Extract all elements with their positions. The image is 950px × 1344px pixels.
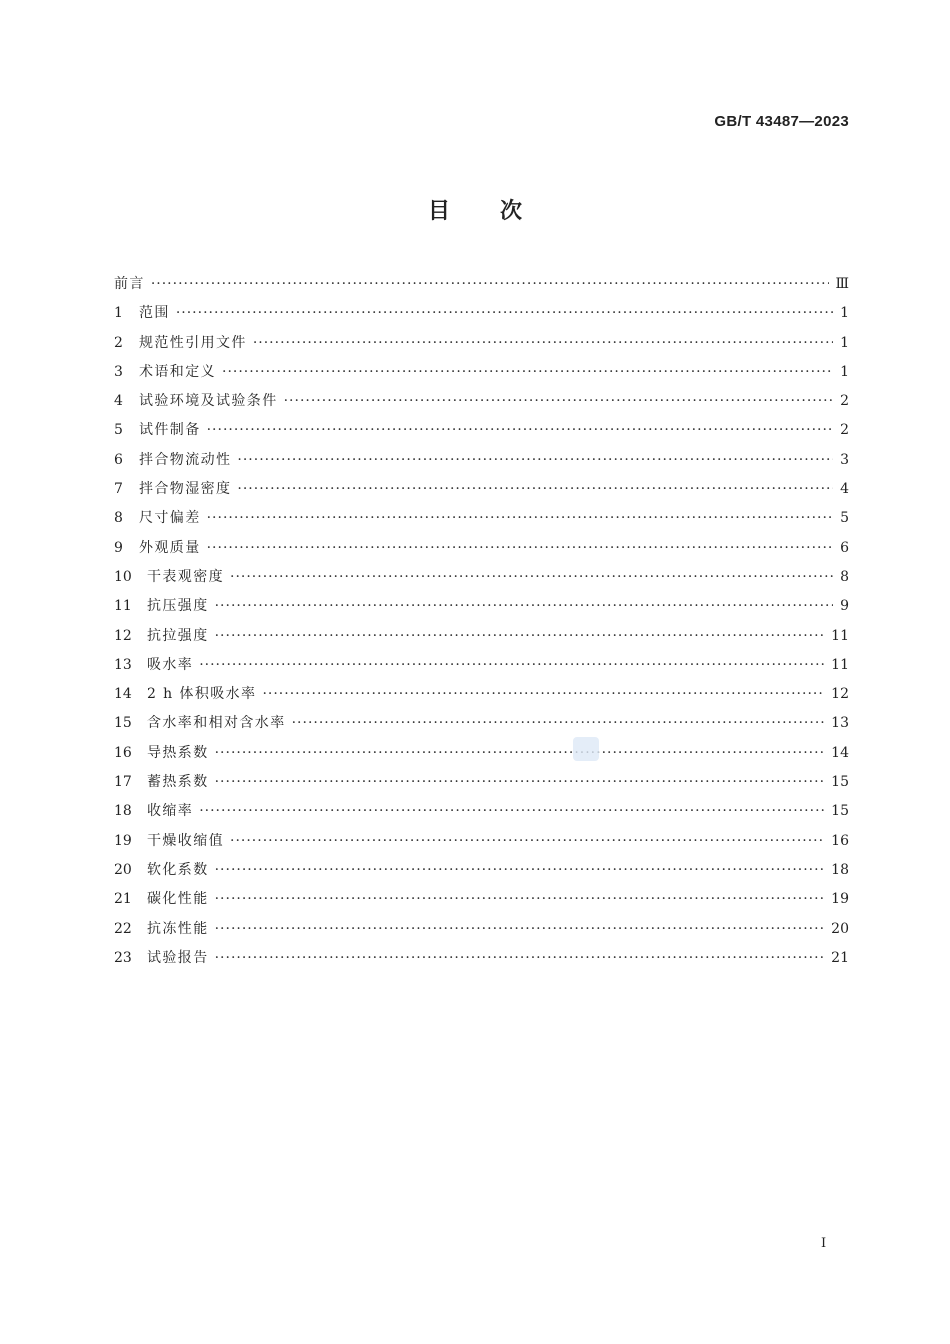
toc-leader-dots [237, 475, 833, 504]
toc-entry-label: 尺寸偏差 [139, 510, 201, 527]
toc-leader-dots [207, 534, 833, 563]
toc-leader-dots [230, 563, 833, 592]
toc-entry-number: 22 [114, 920, 132, 937]
toc-entry-label: 拌合物湿密度 [139, 481, 232, 498]
toc-entry[interactable] [114, 915, 849, 944]
toc-entry-number: 19 [114, 832, 132, 849]
toc-leader-dots [222, 358, 833, 387]
toc-leader-dots [215, 944, 826, 973]
toc-entry-number: 6 [114, 451, 123, 468]
toc-entry-label: 干燥收缩值 [147, 832, 224, 849]
toc-entry-page: 19 [831, 891, 849, 908]
toc-entry-label: 干表观密度 [147, 568, 224, 585]
page-number: I [821, 1236, 827, 1251]
toc-entry-label: 前言 [114, 276, 145, 292]
toc-entry[interactable] [114, 534, 849, 563]
toc-leader-dots [151, 270, 830, 299]
toc-entry-number: 16 [114, 744, 132, 761]
toc-entry-page: 1 [840, 363, 849, 380]
toc-entry-label: 含水率和相对含水率 [147, 715, 286, 732]
toc-title [0, 194, 950, 225]
toc-entry-label: 蓄热系数 [147, 774, 209, 791]
toc-entry-number: 15 [114, 715, 132, 732]
toc-entry[interactable] [114, 416, 849, 445]
toc-entry[interactable] [114, 768, 849, 797]
toc-entry-page: 13 [831, 715, 849, 732]
toc-entry-page: 12 [831, 686, 849, 703]
toc-entry-label: 抗冻性能 [147, 920, 209, 937]
toc-entry-page: 3 [840, 451, 849, 468]
toc-entry-label: 2 h 体积吸水率 [147, 686, 257, 703]
toc-entry-page: 11 [831, 656, 849, 673]
toc-entry-page: 18 [831, 861, 849, 878]
toc-entry-label: 范围 [139, 305, 170, 322]
table-of-contents [114, 270, 849, 973]
toc-entry-number: 1 [114, 305, 123, 322]
toc-entry-label: 试件制备 [139, 422, 201, 439]
toc-entry-number: 8 [114, 510, 123, 527]
toc-entry[interactable] [114, 680, 849, 709]
toc-leader-dots [230, 827, 825, 856]
toc-entry-number: 23 [114, 949, 132, 966]
toc-entry-page: 1 [840, 334, 849, 351]
toc-entry-page: 1 [840, 305, 849, 322]
toc-entry[interactable] [114, 827, 849, 856]
toc-leader-dots [262, 680, 825, 709]
toc-entry[interactable] [114, 387, 849, 416]
toc-entry-number: 3 [114, 363, 123, 380]
toc-entry-label: 拌合物流动性 [139, 451, 232, 468]
toc-entry-number: 12 [114, 627, 132, 644]
toc-entry-number: 14 [114, 686, 132, 703]
toc-entry-page: Ⅲ [835, 276, 849, 292]
toc-leader-dots [253, 329, 833, 358]
toc-leader-dots [292, 709, 826, 738]
toc-entry[interactable] [114, 475, 849, 504]
toc-entry-label: 收缩率 [147, 803, 194, 820]
toc-entry-label: 导热系数 [147, 744, 209, 761]
toc-entry-page: 2 [840, 393, 849, 410]
toc-leader-dots [199, 651, 825, 680]
toc-entry-number: 4 [114, 393, 123, 410]
toc-entry[interactable] [114, 563, 849, 592]
toc-entry-page: 9 [840, 598, 849, 615]
toc-entry-page: 4 [840, 481, 849, 498]
toc-entry[interactable] [114, 651, 849, 680]
toc-entry-label: 软化系数 [147, 861, 209, 878]
toc-leader-dots [176, 299, 833, 328]
toc-entry[interactable] [114, 592, 849, 621]
standard-code: GB/T 43487—2023 [714, 113, 849, 130]
toc-entry-number: 17 [114, 774, 132, 791]
toc-leader-dots [284, 387, 833, 416]
toc-entry[interactable] [114, 299, 849, 328]
toc-leader-dots [207, 504, 833, 533]
toc-entry-page: 5 [840, 510, 849, 527]
toc-entry[interactable] [114, 270, 849, 299]
toc-entry-page: 15 [831, 774, 849, 791]
toc-entry[interactable] [114, 358, 849, 387]
toc-title-char-1: 目 [427, 199, 450, 224]
toc-entry-label: 抗压强度 [147, 598, 209, 615]
toc-entry-number: 10 [114, 568, 132, 585]
toc-entry[interactable] [114, 446, 849, 475]
toc-entry[interactable] [114, 329, 849, 358]
watermark-logo-icon [573, 737, 599, 761]
toc-leader-dots [215, 592, 833, 621]
toc-leader-dots [237, 446, 833, 475]
toc-entry[interactable] [114, 856, 849, 885]
toc-entry-page: 8 [840, 568, 849, 585]
toc-leader-dots [215, 915, 826, 944]
toc-entry-number: 7 [114, 481, 123, 498]
toc-leader-dots [215, 768, 826, 797]
toc-leader-dots [207, 416, 833, 445]
toc-entry-page: 14 [831, 744, 849, 761]
toc-entry-label: 试验环境及试验条件 [139, 393, 278, 410]
toc-entry-number: 5 [114, 422, 123, 439]
toc-leader-dots [215, 856, 826, 885]
toc-entry-label: 试验报告 [147, 949, 209, 966]
toc-entry-number: 18 [114, 803, 132, 820]
toc-entry-page: 2 [840, 422, 849, 439]
toc-entry[interactable] [114, 709, 849, 738]
toc-entry-page: 20 [831, 920, 849, 937]
toc-entry-number: 2 [114, 334, 123, 351]
toc-leader-dots [215, 885, 826, 914]
toc-entry[interactable] [114, 504, 849, 533]
toc-entry-label: 吸水率 [147, 656, 194, 673]
toc-entry-number: 9 [114, 539, 123, 556]
toc-entry-number: 20 [114, 861, 132, 878]
toc-entry[interactable] [114, 885, 849, 914]
toc-leader-dots [215, 622, 826, 651]
toc-entry-label: 抗拉强度 [147, 627, 209, 644]
toc-entry-page: 21 [831, 949, 849, 966]
toc-entry[interactable] [114, 739, 849, 768]
toc-entry-page: 15 [831, 803, 849, 820]
toc-entry-number: 11 [114, 598, 132, 615]
toc-entry[interactable] [114, 944, 849, 973]
toc-entry-page: 16 [831, 832, 849, 849]
toc-leader-dots [215, 739, 826, 768]
toc-leader-dots [199, 797, 825, 826]
toc-entry-label: 术语和定义 [139, 363, 216, 380]
toc-entry-number: 21 [114, 891, 132, 908]
toc-entry-number: 13 [114, 656, 132, 673]
toc-entry[interactable] [114, 622, 849, 651]
toc-entry-label: 碳化性能 [147, 891, 209, 908]
toc-entry-label: 规范性引用文件 [139, 334, 247, 351]
toc-entry-page: 11 [831, 627, 849, 644]
toc-title-char-2: 次 [500, 199, 523, 224]
toc-entry-label: 外观质量 [139, 539, 201, 556]
toc-entry[interactable] [114, 797, 849, 826]
toc-entry-page: 6 [840, 539, 849, 556]
